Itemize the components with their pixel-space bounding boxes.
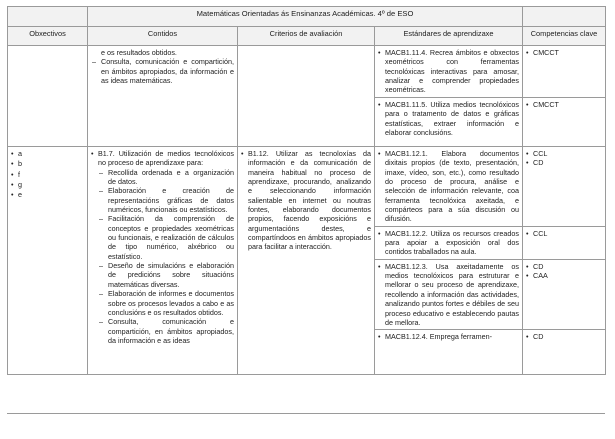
table-row: [8, 46, 606, 98]
competence-cell: [523, 146, 606, 226]
competence-cell: [523, 226, 606, 259]
contents-item: – Facilitación da comprensión de conceptos e propiedades xeométricas ou funcionais, e realización de cálculos de tipo numérico, alxébrico ou estatístico.: [98, 214, 234, 261]
standard-text: • MACB1.12.3. Usa axeitadamente os medios tecnolóxicos para estruturar e mellorar o seu proceso de aprendizaxe, recollendo a información das actividades, analizando puntos fortes e débiles de seu proceso educativo e establecendo pautas de mellora.: [378, 262, 519, 328]
objective-item: • b: [11, 159, 84, 168]
competence-cell: [523, 46, 606, 98]
table-title: Matemáticas Orientadas ás Ensinanzas Académicas. 4º de ESO: [88, 7, 523, 27]
criteria-text: • B1.12. Utilizar as tecnoloxías da información e da comunicación de maneira habitual no proceso de aprendizaxe, procurando, analizando e seleccionando información salientable en internet ou noutras fontes, elaborando documentos propios, facendo exposicións e argumentacións destes, e compartíndoos en ámbitos apropiados para facilitar a interacción.: [241, 149, 371, 252]
objectives-cell: [8, 46, 88, 147]
objective-item: • a: [11, 149, 84, 158]
title-blank-cell-right: [523, 7, 606, 27]
standard-cell: [375, 97, 523, 146]
contents-item: – Deseño de simulacións e elaboración de predicións sobre situacións matemáticas diversas.: [98, 261, 234, 289]
objective-item: • e: [11, 190, 84, 199]
header-objectives: Obxectivos: [8, 27, 88, 46]
standard-cell: [375, 46, 523, 98]
standard-text: • MACB1.12.2. Utiliza os recursos creados para apoiar a exposición oral dos contidos traballados na aula.: [378, 229, 519, 257]
standard-text: • MACB1.12.4. Emprega ferramen-: [378, 332, 519, 341]
criteria-cell: [238, 46, 375, 147]
competence-badge: • CCL: [526, 229, 602, 238]
title-blank-cell: [8, 7, 88, 27]
competence-badge: • CD: [526, 332, 602, 341]
competence-badge: • CD: [526, 158, 602, 167]
contents-item: – Consulta, comunicación e compartición, en ámbitos apropiados, da información e as ideas: [98, 317, 234, 345]
standard-text: • MACB1.12.1. Elabora documentos dixitais propios (de texto, presentación, imaxe, vídeo, son, etc.), como resultado do proceso de procura, análise e selección de información relevante, coa ferramenta tecnolóxica axeitada, e compárteos para a súa discusión ou difusión.: [378, 149, 519, 224]
contents-item: – Recollida ordenada e a organización de datos.: [98, 168, 234, 187]
standard-text: • MACB1.11.4. Recrea ámbitos e obxectos xeométricos con ferramentas tecnolóxicas interactivas para amosar, analizar e comprender propiedades xeométricas.: [378, 48, 519, 95]
standard-cell: [375, 226, 523, 259]
competence-cell: [523, 259, 606, 330]
table-title-row: [8, 7, 606, 27]
table-header-row: [8, 27, 606, 46]
contents-cell: [88, 46, 238, 147]
header-contents: Contidos: [88, 27, 238, 46]
contents-item: – Elaboración e creación de representacións gráficas de datos numéricos, funcionais ou estatísticos.: [98, 186, 234, 214]
header-criteria: Criterios de avaliación: [238, 27, 375, 46]
objectives-cell: [8, 146, 88, 374]
standard-cell: [375, 259, 523, 330]
table-bottom-border: [7, 413, 605, 414]
contents-heading: [91, 149, 234, 346]
competence-badge: • CMCCT: [526, 48, 602, 57]
competence-cell: [523, 330, 606, 375]
contents-item: – Elaboración de informes e documentos sobre os procesos levados a cabo e as conclusións e os resultados obtidos.: [98, 289, 234, 317]
page-bottom-margin: [0, 413, 615, 439]
standard-text: • MACB1.11.5. Utiliza medios tecnolóxicos para o tratamento de datos e gráficas estatísticas, extraer información e elaborar conclusións.: [378, 100, 519, 137]
competence-badge: • CD: [526, 262, 602, 271]
contents-cell: [88, 146, 238, 374]
table-row: [8, 146, 606, 226]
contents-item: – Consulta, comunicación e compartición, en ámbitos apropiados, da información e as ideas matemáticas.: [91, 57, 234, 85]
contents-continuation: e os resultados obtidos.: [101, 48, 177, 57]
competence-badge: • CAA: [526, 271, 602, 280]
standard-cell: [375, 146, 523, 226]
objective-item: • f: [11, 170, 84, 179]
header-competences: Competencias clave: [523, 27, 606, 46]
header-standards: Estándares de aprendizaxe: [375, 27, 523, 46]
curriculum-table: [7, 6, 606, 375]
competence-badge: • CMCCT: [526, 100, 602, 109]
criteria-cell: [238, 146, 375, 374]
standard-cell: [375, 330, 523, 375]
contents-heading-text: B1.7. Utilización de medios tecnolóxicos no proceso de aprendizaxe para:: [98, 148, 234, 168]
competence-cell: [523, 97, 606, 146]
objective-item: • g: [11, 180, 84, 189]
competence-badge: • CCL: [526, 149, 602, 158]
